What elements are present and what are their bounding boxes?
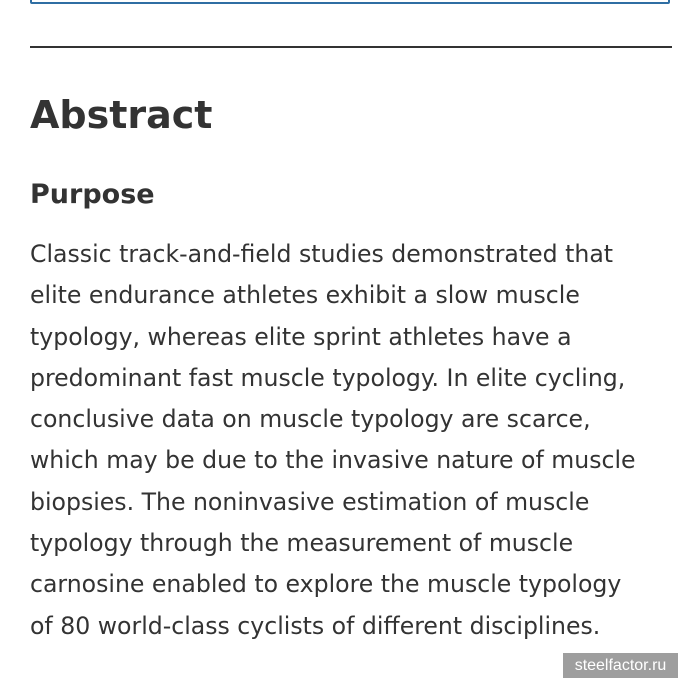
purpose-heading: Purpose — [30, 179, 155, 210]
purpose-paragraph: Classic track-and-field studies demonstrated that elite endurance athletes exhibit a slow muscle typology, whereas elite sprint athletes have a predominant fast muscle typology. In elite cycling, conclusive data on muscle typology are scarce, which may be due to the invasive nature of muscle biopsies. The noninvasive estimation of muscle typology through the measurement of muscle carnosine enabled to explore the muscle typology of 80 world-class cyclists of different disciplines. — [30, 240, 636, 640]
previous-section-box — [30, 0, 670, 4]
site-watermark: steelfactor.ru — [563, 653, 678, 678]
section-divider — [30, 46, 672, 48]
abstract-title: Abstract — [30, 93, 213, 137]
